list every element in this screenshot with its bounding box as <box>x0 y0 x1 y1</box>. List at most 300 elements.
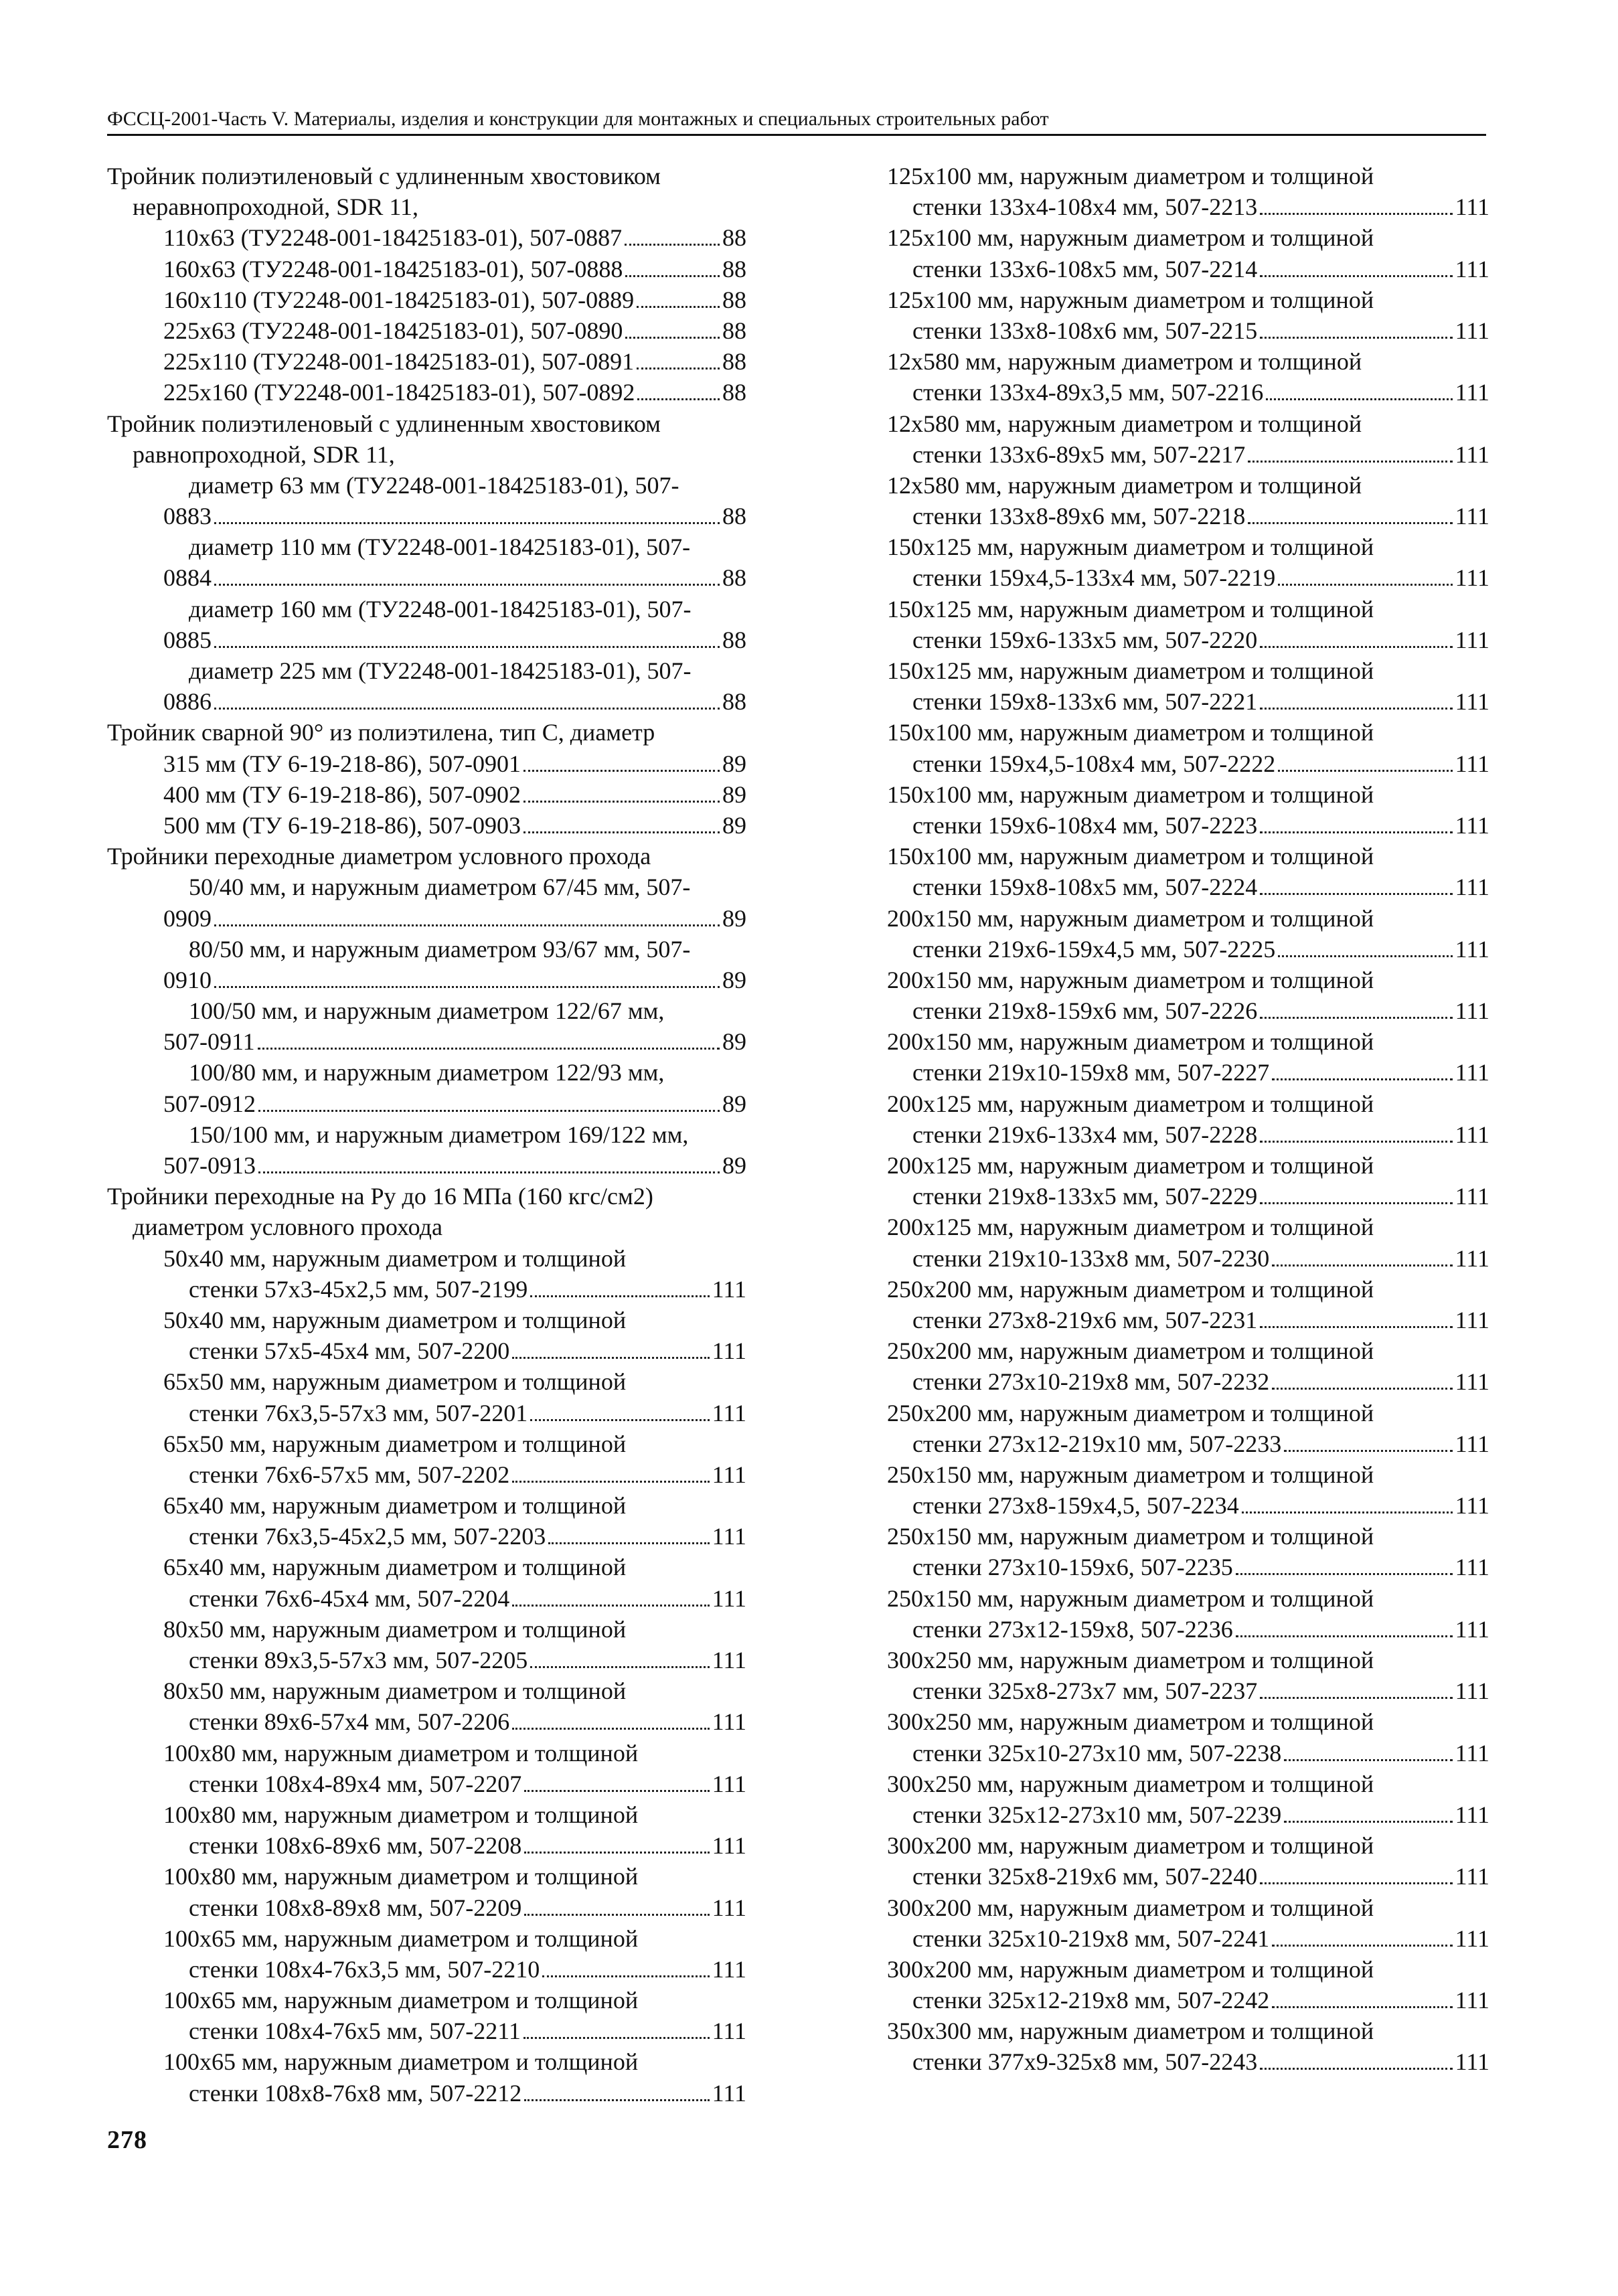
dot-leader <box>512 1481 709 1483</box>
entry-text: стенки 325x10-273x10 мм, 507-2238 <box>912 1739 1282 1767</box>
page-reference: 111 <box>1455 1677 1489 1705</box>
index-line <box>107 1521 746 1552</box>
entry-text: диаметр 63 мм (ТУ2248-001-18425183-01), 507- <box>189 471 679 499</box>
index-entry <box>887 1645 1489 1706</box>
dot-leader <box>637 398 720 400</box>
entry-text: стенки 57x3-45x2,5 мм, 507-2199 <box>189 1275 528 1303</box>
entry-text: Тройник полиэтиленовый с удлиненным хвостовиком <box>107 163 661 189</box>
page-reference: 111 <box>1455 1492 1489 1520</box>
dot-leader <box>214 646 720 648</box>
dot-leader <box>512 1605 709 1607</box>
dot-leader <box>1284 1450 1452 1452</box>
index-line <box>887 1583 1489 1614</box>
entry-text: 200x125 мм, наружным диаметром и толщиной <box>887 1152 1374 1179</box>
index-entry <box>107 377 746 408</box>
page-reference: 111 <box>1455 935 1489 963</box>
page-reference: 88 <box>722 626 746 653</box>
index-entry <box>107 161 746 222</box>
index-line <box>107 1985 746 2016</box>
index-entry <box>107 841 746 872</box>
entry-text: стенки 159x6-133x5 мм, 507-2220 <box>912 626 1258 653</box>
index-entry <box>107 1181 746 1242</box>
entry-text: 150x100 мм, наружным диаметром и толщиной <box>887 781 1374 808</box>
index-line <box>107 2046 746 2077</box>
index-entry <box>887 1150 1489 1212</box>
dot-leader <box>625 337 720 339</box>
dot-leader <box>214 924 720 926</box>
index-line <box>107 965 746 995</box>
index-line <box>107 810 746 841</box>
index-entry <box>107 1366 746 1428</box>
entry-text: 0884 <box>163 564 212 592</box>
index-entry <box>107 810 746 841</box>
index-line <box>887 191 1489 222</box>
page-reference: 111 <box>1455 1739 1489 1767</box>
entry-text: неравнопроходной, SDR 11, <box>133 193 418 221</box>
entry-text: 125x100 мм, наружным диаметром и толщиной <box>887 286 1374 313</box>
entry-text: 225x110 (ТУ2248-001-18425183-01), 507-0891 <box>163 348 635 376</box>
entry-text: равнопроходной, SDR 11, <box>133 440 395 468</box>
dot-leader <box>637 367 720 370</box>
index-line <box>107 1892 746 1923</box>
index-entry <box>887 1892 1489 1954</box>
index-entry <box>887 1583 1489 1645</box>
index-line <box>887 1521 1489 1552</box>
index-entry <box>107 1305 746 1366</box>
index-entry <box>107 408 746 470</box>
entry-text: диаметр 160 мм (ТУ2248-001-18425183-01), 507- <box>189 595 692 623</box>
dot-leader <box>1260 1017 1452 1019</box>
page-reference: 111 <box>1455 997 1489 1025</box>
index-entry <box>107 470 746 531</box>
page-reference: 111 <box>1455 1306 1489 1333</box>
entry-text: стенки 108x4-76x5 мм, 507-2211 <box>189 2018 521 2045</box>
page-reference: 111 <box>712 1337 746 1365</box>
index-entry <box>887 1088 1489 1150</box>
dot-leader <box>524 1852 709 1854</box>
dot-leader <box>637 306 720 308</box>
dot-leader <box>524 1914 709 1916</box>
page-reference: 111 <box>1455 688 1489 716</box>
entry-text: стенки 133x6-108x5 мм, 507-2214 <box>912 255 1258 282</box>
index-line <box>107 1335 746 1366</box>
entry-text: стенки 159x8-133x6 мм, 507-2221 <box>912 688 1258 716</box>
page-reference: 89 <box>722 750 746 777</box>
index-entry <box>887 1769 1489 1830</box>
entry-text: 50x40 мм, наружным диаметром и толщиной <box>163 1244 627 1272</box>
entry-text: 150/100 мм, и наружным диаметром 169/122 мм, <box>189 1121 689 1148</box>
entry-text: 350x300 мм, наружным диаметром и толщиной <box>887 2018 1374 2045</box>
index-line <box>887 1335 1489 1366</box>
index-line <box>887 1490 1489 1521</box>
index-entry <box>887 903 1489 965</box>
entry-text: 250x150 мм, наружным диаметром и толщиной <box>887 1584 1374 1612</box>
dot-leader <box>258 1048 720 1050</box>
entry-text: 315 мм (ТУ 6-19-218-86), 507-0901 <box>163 750 521 777</box>
entry-text: стенки 133x8-108x6 мм, 507-2215 <box>912 317 1258 344</box>
index-line <box>107 1212 746 1242</box>
entry-text: 12x580 мм, наружным диаметром и толщиной <box>887 410 1362 437</box>
index-line <box>107 625 746 655</box>
index-line <box>107 748 746 779</box>
entry-text: стенки 76x6-45x4 мм, 507-2204 <box>189 1584 510 1612</box>
entry-text: стенки 325x10-219x8 мм, 507-2241 <box>912 1924 1270 1952</box>
index-line <box>887 748 1489 779</box>
index-line <box>887 779 1489 810</box>
dot-leader <box>1272 1388 1452 1390</box>
index-column-right <box>887 161 1489 2078</box>
dot-leader <box>1260 337 1452 339</box>
entry-text: Тройники переходные на Ру до 16 МПа (160 кгс/см2) <box>107 1183 653 1210</box>
entry-text: стенки 89x3,5-57x3 мм, 507-2205 <box>189 1647 528 1673</box>
dot-leader <box>1260 275 1452 277</box>
entry-text: 507-0913 <box>163 1152 256 1179</box>
index-line <box>887 1923 1489 1954</box>
entry-text: 160x110 (ТУ2248-001-18425183-01), 507-0889 <box>163 286 635 313</box>
index-line <box>887 1985 1489 2016</box>
index-entry <box>107 315 746 346</box>
entry-text: 65x50 мм, наружным диаметром и толщиной <box>163 1368 627 1396</box>
index-entry <box>887 717 1489 778</box>
index-entry <box>107 717 746 748</box>
page-reference: 111 <box>1455 503 1489 530</box>
index-line <box>887 1274 1489 1305</box>
entry-text: 507-0911 <box>163 1028 255 1056</box>
page-reference: 111 <box>1455 255 1489 282</box>
index-line <box>107 934 746 965</box>
entry-text: 200x125 мм, наружным диаметром и толщиной <box>887 1214 1374 1241</box>
index-line <box>107 1150 746 1181</box>
entry-text: 0883 <box>163 503 212 530</box>
index-line <box>107 2078 746 2109</box>
entry-text: стенки 133x4-89x3,5 мм, 507-2216 <box>912 379 1264 406</box>
page-reference: 111 <box>712 1461 746 1488</box>
index-line <box>107 1490 746 1521</box>
entry-text: 150x100 мм, наружным диаметром и толщиной <box>887 843 1374 870</box>
entry-text: диаметр 225 мм (ТУ2248-001-18425183-01), 507- <box>189 657 692 684</box>
entry-text: 65x40 мм, наружным диаметром и толщиной <box>163 1492 627 1520</box>
running-header: ФССЦ-2001-Часть V. Материалы, изделия и конструкции для монтажных и специальных строительных работ <box>107 106 1486 136</box>
index-entry <box>107 1119 746 1181</box>
dot-leader <box>1260 2068 1452 2070</box>
index-entry <box>887 1026 1489 1088</box>
index-line <box>107 655 746 686</box>
entry-text: 300x200 мм, наружным диаметром и толщиной <box>887 1955 1374 1983</box>
entry-text: стенки 159x4,5-133x4 мм, 507-2219 <box>912 564 1276 592</box>
entry-text: 100x80 мм, наружным диаметром и толщиной <box>163 1801 639 1828</box>
page-reference: 111 <box>712 2018 746 2045</box>
entry-text: стенки 133x4-108x4 мм, 507-2213 <box>912 193 1258 221</box>
index-entry <box>887 1459 1489 1521</box>
entry-text: 110x63 (ТУ2248-001-18425183-01), 507-0887 <box>163 224 623 252</box>
dot-leader <box>1272 1264 1452 1266</box>
dot-leader <box>1278 955 1452 957</box>
dot-leader <box>1260 213 1452 215</box>
dot-leader <box>1248 461 1452 463</box>
dot-leader <box>1272 2006 1452 2008</box>
index-line <box>887 562 1489 593</box>
index-line <box>107 1830 746 1861</box>
entry-text: 200x150 мм, наружным диаметром и толщиной <box>887 1028 1374 1056</box>
dot-leader <box>524 1790 709 1792</box>
index-line <box>887 1366 1489 1397</box>
page-reference: 89 <box>722 904 746 932</box>
page-reference: 111 <box>1455 193 1489 221</box>
index-line <box>887 1706 1489 1737</box>
entry-text: 100x80 мм, наружным диаметром и толщиной <box>163 1739 639 1767</box>
page-reference: 89 <box>722 781 746 808</box>
entry-text: стенки 219x10-159x8 мм, 507-2227 <box>912 1059 1270 1086</box>
entry-text: стенки 273x12-159x8, 507-2236 <box>912 1615 1233 1643</box>
index-line <box>887 1119 1489 1150</box>
index-line <box>887 1769 1489 1799</box>
index-entry <box>107 995 746 1057</box>
entry-text: 0886 <box>163 688 212 716</box>
dot-leader <box>1284 1759 1452 1761</box>
entry-text: 200x150 мм, наружным диаметром и толщиной <box>887 904 1374 932</box>
index-line <box>107 1861 746 1892</box>
dot-leader <box>542 1975 709 1977</box>
index-entry <box>107 1799 746 1861</box>
entry-text: стенки 273x8-159x4,5, 507-2234 <box>912 1492 1239 1520</box>
index-line <box>887 1243 1489 1274</box>
entry-text: стенки 76x3,5-57x3 мм, 507-2201 <box>189 1399 528 1426</box>
index-column-left <box>107 161 746 2109</box>
page-reference: 111 <box>1455 874 1489 901</box>
index-line <box>887 1305 1489 1335</box>
entry-text: 150x125 мм, наружным диаметром и толщиной <box>887 534 1374 561</box>
dot-leader <box>523 2037 710 2039</box>
page-reference: 111 <box>1455 750 1489 777</box>
index-line <box>107 1119 746 1150</box>
entry-text: 80x50 мм, наружным диаметром и толщиной <box>163 1615 627 1643</box>
entry-text: 300x250 мм, наружным диаметром и толщиной <box>887 1708 1374 1736</box>
dot-leader <box>214 522 720 524</box>
index-line <box>107 191 746 222</box>
index-line <box>887 655 1489 686</box>
page-reference: 111 <box>1455 379 1489 406</box>
index-line <box>887 161 1489 191</box>
dot-leader <box>1242 1511 1453 1513</box>
page-reference: 88 <box>722 255 746 282</box>
index-line <box>107 562 746 593</box>
index-line <box>107 1398 746 1428</box>
index-line <box>107 1181 746 1212</box>
index-entry <box>887 965 1489 1026</box>
index-line <box>107 841 746 872</box>
entry-text: 300x200 мм, наружным диаметром и толщиной <box>887 1894 1374 1921</box>
index-entry <box>107 346 746 377</box>
entry-text: стенки 377x9-325x8 мм, 507-2243 <box>912 2048 1258 2076</box>
page-reference: 111 <box>1455 2048 1489 2076</box>
entry-text: стенки 108x4-76x3,5 мм, 507-2210 <box>189 1955 540 1983</box>
entry-text: 250x200 мм, наружным диаметром и толщиной <box>887 1275 1374 1303</box>
index-entry <box>107 1985 746 2046</box>
index-line <box>107 501 746 531</box>
page-reference: 88 <box>722 503 746 530</box>
entry-text: 250x200 мм, наружным диаметром и толщиной <box>887 1337 1374 1365</box>
index-line <box>887 284 1489 315</box>
index-line <box>107 1799 746 1830</box>
index-line <box>107 1954 746 1985</box>
index-line <box>107 254 746 284</box>
index-entry <box>887 470 1489 531</box>
index-line <box>887 1954 1489 1985</box>
page-reference: 111 <box>1455 317 1489 344</box>
page-reference: 111 <box>1455 1924 1489 1952</box>
index-line <box>107 161 746 191</box>
index-line <box>107 1706 746 1737</box>
index-line <box>887 903 1489 934</box>
entry-text: диаметр 110 мм (ТУ2248-001-18425183-01), 507- <box>189 534 691 561</box>
dot-leader <box>530 1295 709 1297</box>
entry-text: стенки 219x6-133x4 мм, 507-2228 <box>912 1121 1258 1148</box>
entry-text: 400 мм (ТУ 6-19-218-86), 507-0902 <box>163 781 521 808</box>
index-line <box>887 995 1489 1026</box>
index-line <box>887 1830 1489 1861</box>
index-line <box>887 810 1489 841</box>
dot-leader <box>1260 1697 1452 1699</box>
entry-text: 250x150 мм, наружным диаметром и толщиной <box>887 1461 1374 1488</box>
dot-leader <box>523 770 720 772</box>
entry-text: 50x40 мм, наружным диаметром и толщиной <box>163 1306 627 1333</box>
index-entry <box>107 254 746 284</box>
index-line <box>887 531 1489 562</box>
page-reference: 111 <box>1455 1554 1489 1581</box>
dot-leader <box>1266 398 1452 400</box>
dot-leader <box>1260 831 1452 833</box>
index-entry <box>887 222 1489 284</box>
index-line <box>107 1428 746 1459</box>
index-line <box>887 965 1489 995</box>
index-line <box>887 1088 1489 1119</box>
index-line <box>887 2016 1489 2046</box>
index-line <box>887 934 1489 965</box>
entry-text: стенки 219x6-159x4,5 мм, 507-2225 <box>912 935 1276 963</box>
dot-leader <box>1278 770 1452 772</box>
dot-leader <box>548 1542 709 1544</box>
entry-text: стенки 273x12-219x10 мм, 507-2233 <box>912 1430 1282 1457</box>
index-line <box>107 1274 746 1305</box>
index-line <box>887 439 1489 470</box>
entry-text: стенки 273x10-159x6, 507-2235 <box>912 1554 1233 1581</box>
index-entry <box>887 1212 1489 1273</box>
index-line <box>107 717 746 748</box>
index-line <box>887 1645 1489 1675</box>
page-reference: 111 <box>712 1523 746 1550</box>
index-line <box>887 346 1489 377</box>
index-line <box>887 1428 1489 1459</box>
dot-leader <box>625 244 720 246</box>
index-entry <box>887 1706 1489 1768</box>
index-line <box>107 315 746 346</box>
index-line <box>107 1057 746 1088</box>
index-line <box>107 1645 746 1675</box>
page-reference: 111 <box>712 1708 746 1736</box>
index-entry <box>887 161 1489 222</box>
index-line <box>107 284 746 315</box>
page-reference: 88 <box>722 348 746 376</box>
dot-leader <box>523 801 720 803</box>
index-line <box>107 2016 746 2046</box>
dot-leader <box>530 1419 709 1421</box>
page-reference: 111 <box>1455 1863 1489 1890</box>
index-entry <box>107 531 746 593</box>
entry-text: 0909 <box>163 904 212 932</box>
index-line <box>887 408 1489 439</box>
entry-text: 225x160 (ТУ2248-001-18425183-01), 507-0892 <box>163 379 635 406</box>
entry-text: Тройники переходные диаметром условного прохода <box>107 843 651 870</box>
index-line <box>107 439 746 470</box>
page-reference: 111 <box>712 1275 746 1303</box>
dot-leader <box>524 2099 709 2101</box>
index-entry <box>107 1490 746 1552</box>
page-reference: 89 <box>722 966 746 993</box>
index-line <box>887 501 1489 531</box>
index-entry <box>107 1552 746 1613</box>
entry-text: стенки 76x3,5-45x2,5 мм, 507-2203 <box>189 1523 546 1550</box>
entry-text: 125x100 мм, наружным диаметром и толщиной <box>887 163 1374 189</box>
index-line <box>887 625 1489 655</box>
entry-text: 225x63 (ТУ2248-001-18425183-01), 507-0890 <box>163 317 623 344</box>
index-line <box>887 841 1489 872</box>
entry-text: 80x50 мм, наружным диаметром и толщиной <box>163 1677 627 1705</box>
index-entry <box>107 1614 746 1675</box>
index-entry <box>887 1521 1489 1582</box>
page-reference: 111 <box>1455 440 1489 468</box>
index-line <box>107 779 746 810</box>
entry-text: стенки 273x8-219x6 мм, 507-2231 <box>912 1306 1258 1333</box>
page-reference: 111 <box>712 1399 746 1426</box>
index-entry <box>887 531 1489 593</box>
page-reference: 111 <box>712 1832 746 1860</box>
index-entry <box>887 284 1489 346</box>
entry-text: стенки 325x12-273x10 мм, 507-2239 <box>912 1801 1282 1828</box>
entry-text: стенки 89x6-57x4 мм, 507-2206 <box>189 1708 510 1736</box>
page-reference: 111 <box>1455 1183 1489 1210</box>
entry-text: 250x200 мм, наружным диаметром и толщиной <box>887 1399 1374 1426</box>
entry-text: 300x200 мм, наружным диаметром и толщиной <box>887 1832 1374 1860</box>
entry-text: стенки 108x8-89x8 мм, 507-2209 <box>189 1894 522 1921</box>
index-entry <box>887 1954 1489 2016</box>
entry-text: стенки 133x8-89x6 мм, 507-2218 <box>912 503 1246 530</box>
index-line <box>887 1552 1489 1582</box>
dot-leader <box>1236 1573 1453 1575</box>
index-line <box>107 531 746 562</box>
index-line <box>107 346 746 377</box>
page-reference: 89 <box>722 811 746 839</box>
dot-leader <box>258 1171 720 1173</box>
index-line <box>887 1057 1489 1088</box>
index-line <box>107 995 746 1026</box>
dot-leader <box>1272 1945 1452 1947</box>
entry-text: 80/50 мм, и наружным диаметром 93/67 мм, 507- <box>189 935 691 963</box>
page-reference: 89 <box>722 1090 746 1117</box>
index-line <box>107 1923 746 1954</box>
index-entry <box>107 872 746 933</box>
entry-text: стенки 76x6-57x5 мм, 507-2202 <box>189 1461 510 1488</box>
dot-leader <box>1260 1202 1452 1204</box>
entry-text: стенки 133x6-89x5 мм, 507-2217 <box>912 440 1246 468</box>
dot-leader <box>1260 708 1452 710</box>
index-line <box>887 254 1489 284</box>
dot-leader <box>523 831 720 833</box>
index-entry <box>107 1428 746 1490</box>
index-line <box>107 222 746 253</box>
index-line <box>887 1614 1489 1645</box>
index-entry <box>107 1923 746 1985</box>
entry-text: 150x125 мм, наружным диаметром и толщиной <box>887 657 1374 684</box>
